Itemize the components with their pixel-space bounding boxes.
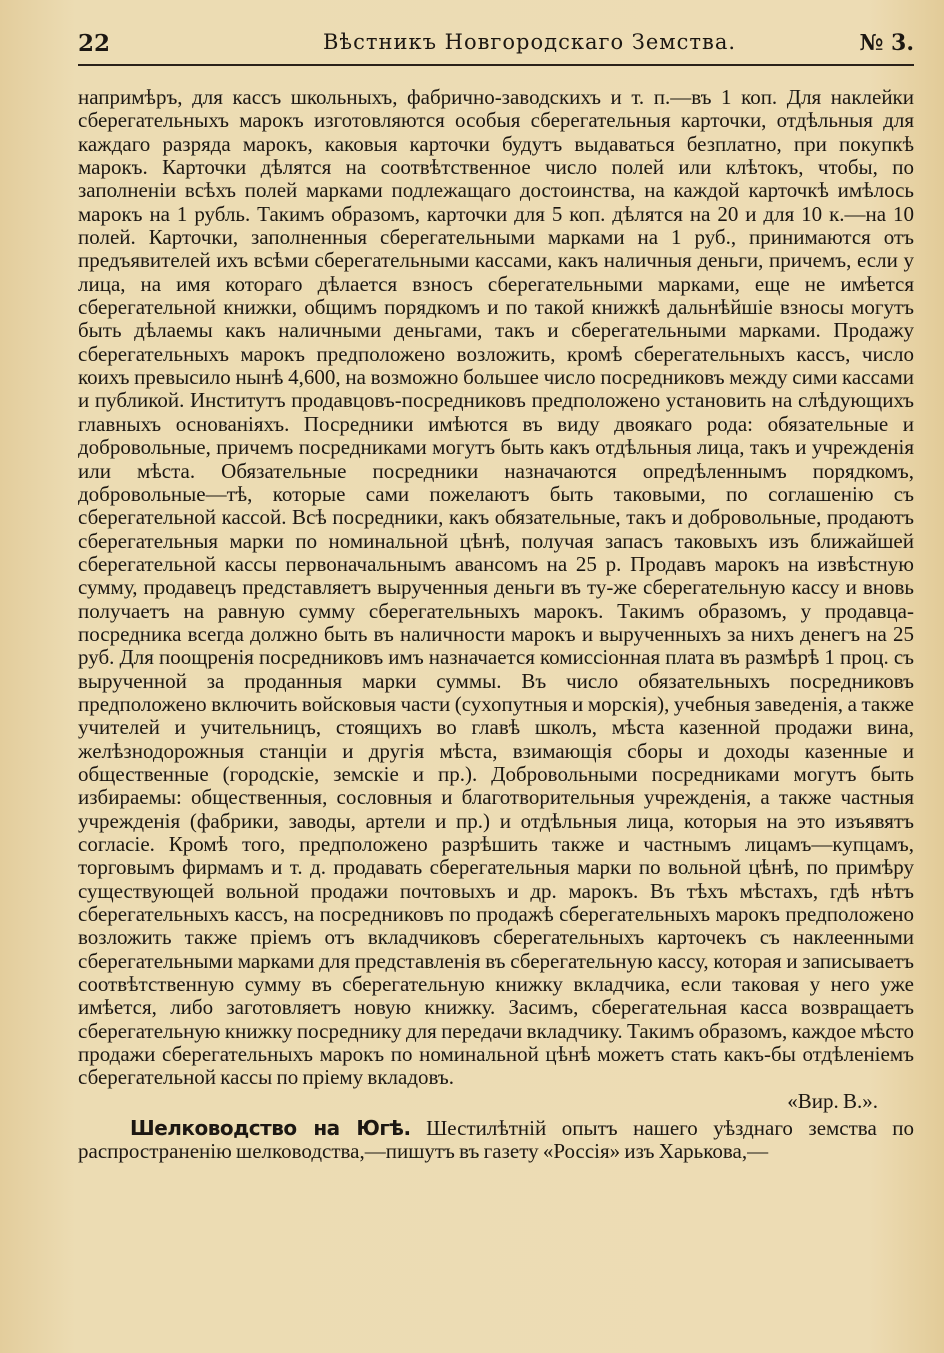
article-text: напримѣръ, для кассъ школьныхъ, фабрично-заводскихъ и т. п.—въ 1 коп. Для наклейки сберегательныхъ марокъ изготовляются особыя сберегательныя карточки, отдѣльныя для каждаго разряда марокъ, каковыя карточки будутъ выдаваться безплатно, при покупкѣ марокъ. Карточки дѣлятся на соотвѣтственное число полей или клѣтокъ, чтобы, по заполненіи всѣхъ полей марками подлежащаго достоинства, на каждой карточкѣ имѣлось марокъ на 1 рубль. Такимъ образомъ, карточки для 5 коп. дѣлятся на 20 и для 10 к.—на 10 полей. Карточки, заполненныя сберегательными марками на 1 руб., принимаются отъ предъявителей ихъ всѣми сберегательными кассами, какъ наличныя деньги, причемъ, если у лица, на имя котораго дѣлается взносъ сберегательными марками, еще не имѣется сберегательной книжки, общимъ порядкомъ и по такой книжкѣ дальнѣйшіе взносы могутъ быть дѣлаемы какъ наличными деньгами, такъ и сберегательными марками. Продажу сберегательныхъ марокъ предположено возложить, кромѣ сберегательныхъ кассъ, число коихъ превысило нынѣ 4,600, на возможно большее число посредниковъ между сими кассами и публикой. Институтъ продавцовъ-посредниковъ предположено установить на слѣдующихъ главныхъ основаніяхъ. Посредники имѣются въ виду двоякаго рода: обязательные и добровольные, причемъ посредниками могутъ быть какъ отдѣльныя лица, такъ и учрежденія или мѣста. Обязательные посредники назначаются опредѣленнымъ порядкомъ, добровольные—тѣ, которые сами пожелаютъ быть таковыми, по соглашенію съ сберегательной кассой. Всѣ посредники, какъ обязательные, такъ и добровольные, продаютъ сберегательныя марки по номинальной цѣнѣ, получая запасъ таковыхъ изъ ближайшей сберегательной кассы первоначальнымъ авансомъ на 25 р. Продавъ марокъ на извѣстную сумму, продавецъ представляетъ вырученныя деньги въ ту-же сберегательную кассу и вновь получаетъ на равную сумму сберегательныхъ марокъ. Такимъ образомъ, у продавца-посредника всегда должно быть въ наличности марокъ и вырученныхъ за нихъ денегъ на 25 руб. Для поощренія посредниковъ имъ назначается комиссіонная плата въ размѣрѣ 1 проц. съ вырученной за проданныя марки суммы. Въ число обязательныхъ посредниковъ предположено включить войсковыя части (сухопутныя и морскія), учебныя заведенія, а также учителей и учительницъ, стоящихъ во главѣ школъ, мѣста казенной продажи вина, желѣзнодорожныя станціи и другія мѣста, взимающія сборы и доходы казенные и общественные (городскіе, земскіе и пр.). Добровольными посредниками могутъ быть избираемы: общественныя, сословныя и благотворительныя учрежденія, а также частныя учрежденія (фабрики, заводы, артели и пр.) и отдѣльныя лица, которыя на это изъявятъ согласіе. Кромѣ того, предположено разрѣшить также и частнымъ лицамъ—купцамъ, торговымъ фирмамъ и т. д. продавать сберегательныя марки по вольной цѣнѣ, по примѣру существующей вольной продажи почтовыхъ и др. марокъ. Въ тѣхъ мѣстахъ, гдѣ нѣтъ сберегательныхъ кассъ, на посредниковъ по продажѣ сберегательныхъ марокъ предположено возложить также пріемъ отъ вкладчиковъ сберегательныхъ карточекъ съ наклеенными сберегательными марками для представленія въ сберегательную кассу, которая и записываетъ соотвѣтственную сумму въ сберегательную книжку вкладчика, если таковая у него уже имѣется, либо заготовляетъ новую книжку. Засимъ, сберегательная касса возвращаетъ сберегательную книжку посреднику для передачи вкладчику. Такимъ образомъ, каждое мѣсто продажи сберегательныхъ марокъ по номинальной цѣнѣ можетъ стать какъ-бы отдѣленіемъ сберегательной кассы по пріему вкладовъ. xyxy=(78,86,914,1090)
running-title: Вѣстникъ Новгородскаго Земства. xyxy=(323,30,737,54)
next-article-paragraph xyxy=(78,1117,914,1164)
article-body xyxy=(78,86,914,1326)
header-rule xyxy=(78,64,914,66)
next-article-heading: Шелководство на Югѣ. xyxy=(130,1116,411,1141)
page-number: 22 xyxy=(78,30,111,57)
issue-number: № 3. xyxy=(859,30,914,56)
next-article-text: Шестилѣтній опытъ нашего уѣзднаго земства по распространенію шелководства,—пишутъ въ газету «Россія» изъ Харькова,— xyxy=(78,1116,914,1164)
article-source: «Вир. В.». xyxy=(787,1088,878,1113)
article-paragraph xyxy=(78,86,914,1113)
page-header xyxy=(78,30,914,64)
